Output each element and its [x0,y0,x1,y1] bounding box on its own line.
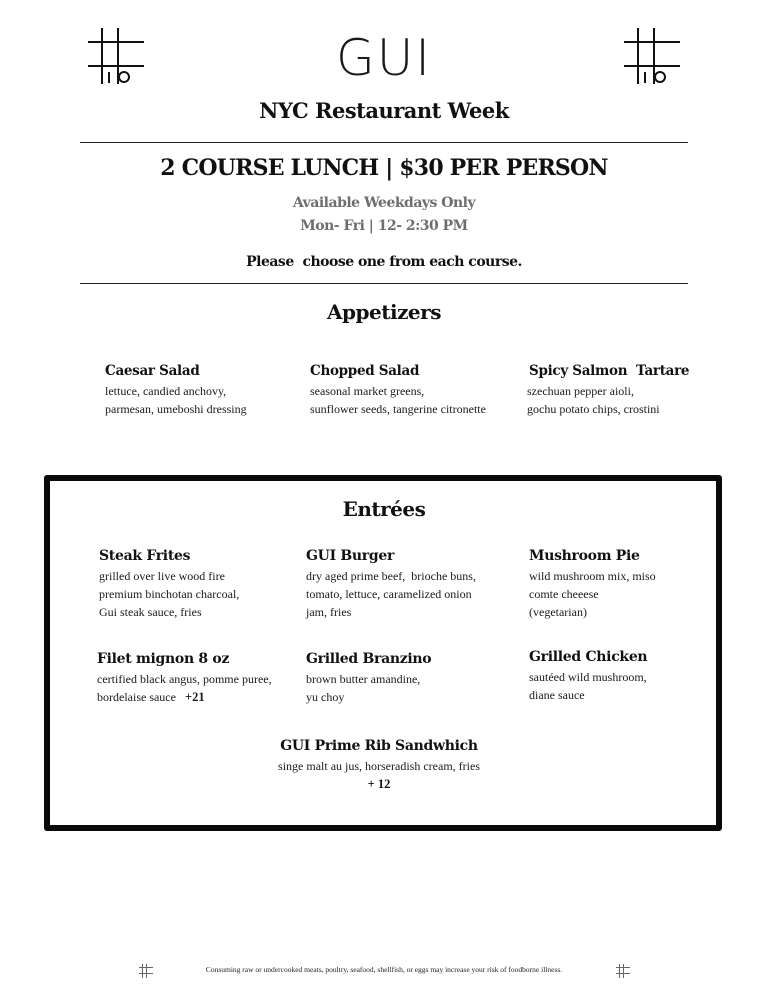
item-description: bordelaise sauce [97,690,176,704]
item-description: certified black angus, pomme puree, [97,672,272,686]
item-description: (vegetarian) [529,605,587,619]
menu-item [105,363,247,418]
item-name: Steak Frites [99,548,191,564]
menu-item [529,649,647,704]
offer-title: 2 COURSE LUNCH | $30 PER PERSON [160,155,608,181]
service-hours: Mon- Fri | 12- 2:30 PM [300,218,468,234]
price-supplement: +21 [184,690,205,704]
item-description: comte cheeese [529,587,599,601]
divider [80,142,688,143]
menu-item [184,738,574,793]
menu-item [310,363,486,418]
item-name: Filet mignon 8 oz [97,651,230,667]
menu-item [529,548,656,621]
menu-item [529,363,689,418]
event-title: NYC Restaurant Week [259,98,509,123]
menu-item [99,548,239,621]
foodborne-illness-disclaimer: Consuming raw or undercooked meats, poultry, seafood, shellfish, or eggs may increase your risk of foodborne illness. [205,965,563,974]
item-description: diane sauce [529,688,585,702]
menu-item [97,651,272,706]
entrees-heading: Entrées [342,497,426,521]
item-name: Caesar Salad [105,363,200,379]
item-name: Grilled Branzino [306,651,432,667]
item-description: parmesan, umeboshi dressing [105,402,247,416]
item-description: wild mushroom mix, miso [529,569,656,583]
menu-item [306,548,476,621]
item-description: yu choy [306,690,345,704]
item-description: lettuce, candied anchovy, [105,384,227,398]
hash-grid-emblem-icon [616,964,630,978]
item-description: gochu potato chips, crostini [527,402,660,416]
menu-item [306,651,431,706]
item-name: Mushroom Pie [529,548,640,564]
item-name: GUI Burger [306,548,395,564]
divider [80,283,688,284]
restaurant-logo: GUI [335,29,433,87]
item-description: brown butter amandine, [306,672,421,686]
item-description: tomato, lettuce, caramelized onion [306,587,472,601]
item-name: GUI Prime Rib Sandwhich [280,738,478,754]
appetizers-heading: Appetizers [327,300,441,324]
item-description: seasonal market greens, [310,384,425,398]
item-description: singe malt au jus, horseradish cream, fries [278,759,480,773]
course-instruction: Please choose one from each course. [246,254,522,270]
item-description: dry aged prime beef, brioche buns, [306,569,476,583]
item-description: szechuan pepper aioli, [527,384,634,398]
price-supplement: + 12 [367,777,391,791]
item-description: Gui steak sauce, fries [99,605,202,619]
item-description: grilled over live wood fire [99,569,225,583]
item-description: premium binchotan charcoal, [99,587,240,601]
item-description: sunflower seeds, tangerine citronette [310,402,486,416]
item-description: sautéed wild mushroom, [529,670,647,684]
availability-note: Available Weekdays Only [292,195,476,211]
item-name: Grilled Chicken [529,649,648,665]
item-description: jam, fries [306,605,352,619]
item-name: Chopped Salad [310,363,420,379]
item-name: Spicy Salmon Tartare [529,363,690,379]
